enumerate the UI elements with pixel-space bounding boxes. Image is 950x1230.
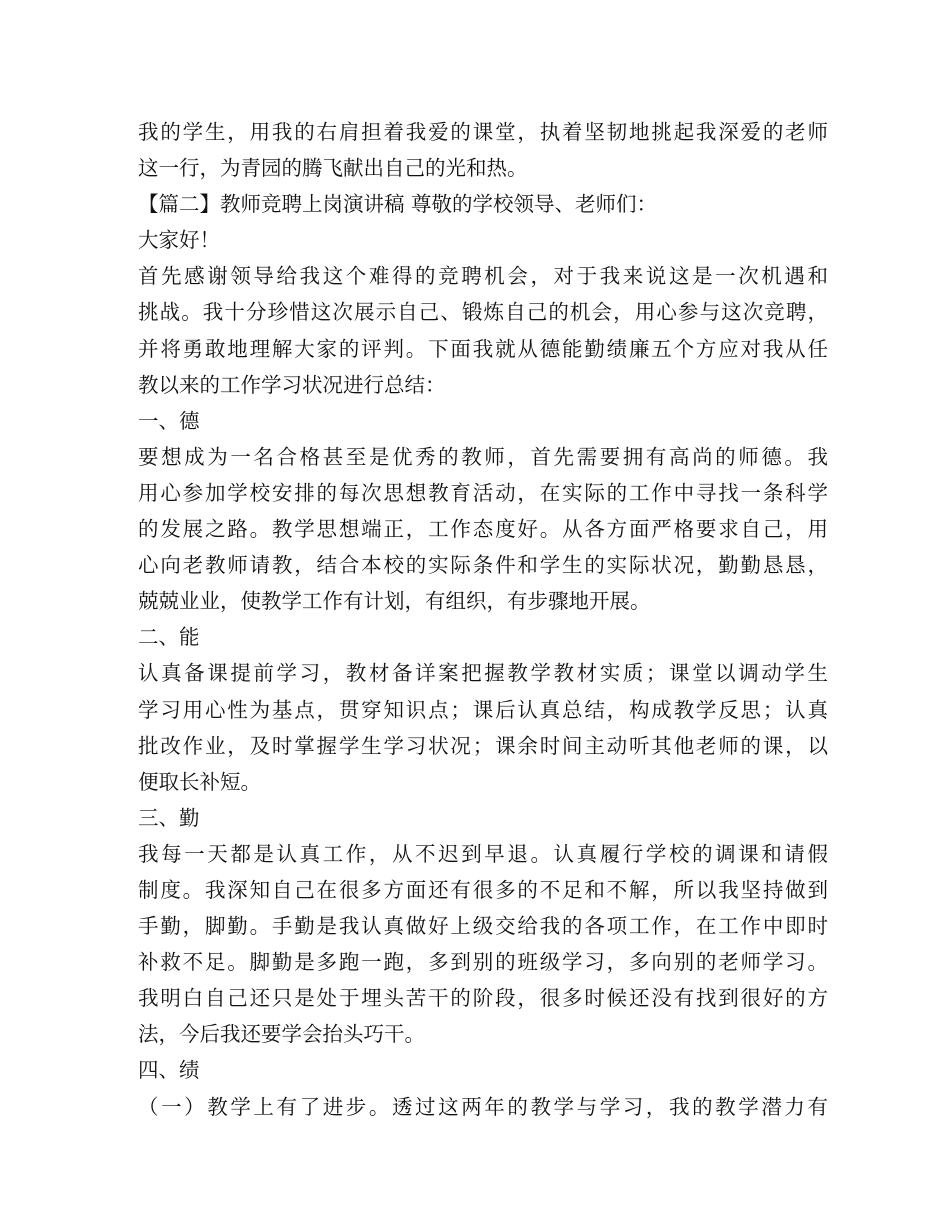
text-line: 用心参加学校安排的每次思想教育活动，在实际的工作中寻找一条科学 (138, 480, 828, 505)
text-line: 我每一天都是认真工作，从不迟到早退。认真履行学校的调课和请假 (138, 841, 828, 866)
text-line: 这一行，为青园的腾飞献出自己的光和热。 (138, 156, 528, 181)
section-heading: 【篇二】教师竞聘上岗演讲稿 尊敬的学校领导、老师们： (138, 192, 658, 217)
text-line: 心向老教师请教，结合本校的实际条件和学生的实际状况，勤勤恳恳， (138, 553, 828, 578)
text-line: 便取长补短。 (138, 769, 261, 794)
text-line: 挑战。我十分珍惜这次展示自己、锻炼自己的机会，用心参与这次竞聘， (138, 300, 828, 325)
text-line: 制度。我深知自己在很多方面还有很多的不足和不解，所以我坚持做到 (138, 877, 828, 902)
greeting: 大家好！ (138, 228, 220, 253)
text-line: 学习用心性为基点，贯穿知识点；课后认真总结，构成教学反思；认真 (138, 697, 828, 722)
text-line: 我的学生，用我的右肩担着我爱的课堂，执着坚韧地挑起我深爱的老师 (138, 120, 828, 144)
subsection-heading: 二、能 (138, 625, 200, 650)
text-line: 批改作业，及时掌握学生学习状况；课余时间主动听其他老师的课，以 (138, 733, 828, 758)
text-line: （一）教学上有了进步。透过这两年的教学与学习，我的教学潜力有 (138, 1094, 828, 1119)
text-line: 首先感谢领导给我这个难得的竞聘机会，对于我来说这是一次机遇和 (138, 264, 828, 289)
text-line: 的发展之路。教学思想端正，工作态度好。从各方面严格要求自己，用 (138, 517, 828, 542)
text-line: 并将勇敢地理解大家的评判。下面我就从德能勤绩廉五个方应对我从任 (138, 336, 828, 361)
text-line: 兢兢业业，使教学工作有计划，有组织，有步骤地开展。 (138, 589, 651, 614)
subsection-heading: 三、勤 (138, 805, 200, 830)
text-line: 教以来的工作学习状况进行总结： (138, 372, 446, 397)
text-line: 认真备课提前学习，教材备详案把握教学教材实质；课堂以调动学生 (138, 661, 828, 686)
subsection-heading: 一、德 (138, 408, 200, 433)
document-body (138, 114, 828, 1125)
text-line: 我明白自己还只是处于埋头苦干的阶段，很多时候还没有找到很好的方 (138, 986, 828, 1011)
text-line: 要想成为一名合格甚至是优秀的教师，首先需要拥有高尚的师德。我 (138, 444, 828, 469)
text-line: 法，今后我还要学会抬头巧干。 (138, 1022, 425, 1047)
text-line: 手勤，脚勤。手勤是我认真做好上级交给我的各项工作，在工作中即时 (138, 914, 828, 939)
subsection-heading: 四、绩 (138, 1058, 200, 1083)
text-line: 补救不足。脚勤是多跑一跑，多到别的班级学习，多向别的老师学习。 (138, 950, 828, 975)
